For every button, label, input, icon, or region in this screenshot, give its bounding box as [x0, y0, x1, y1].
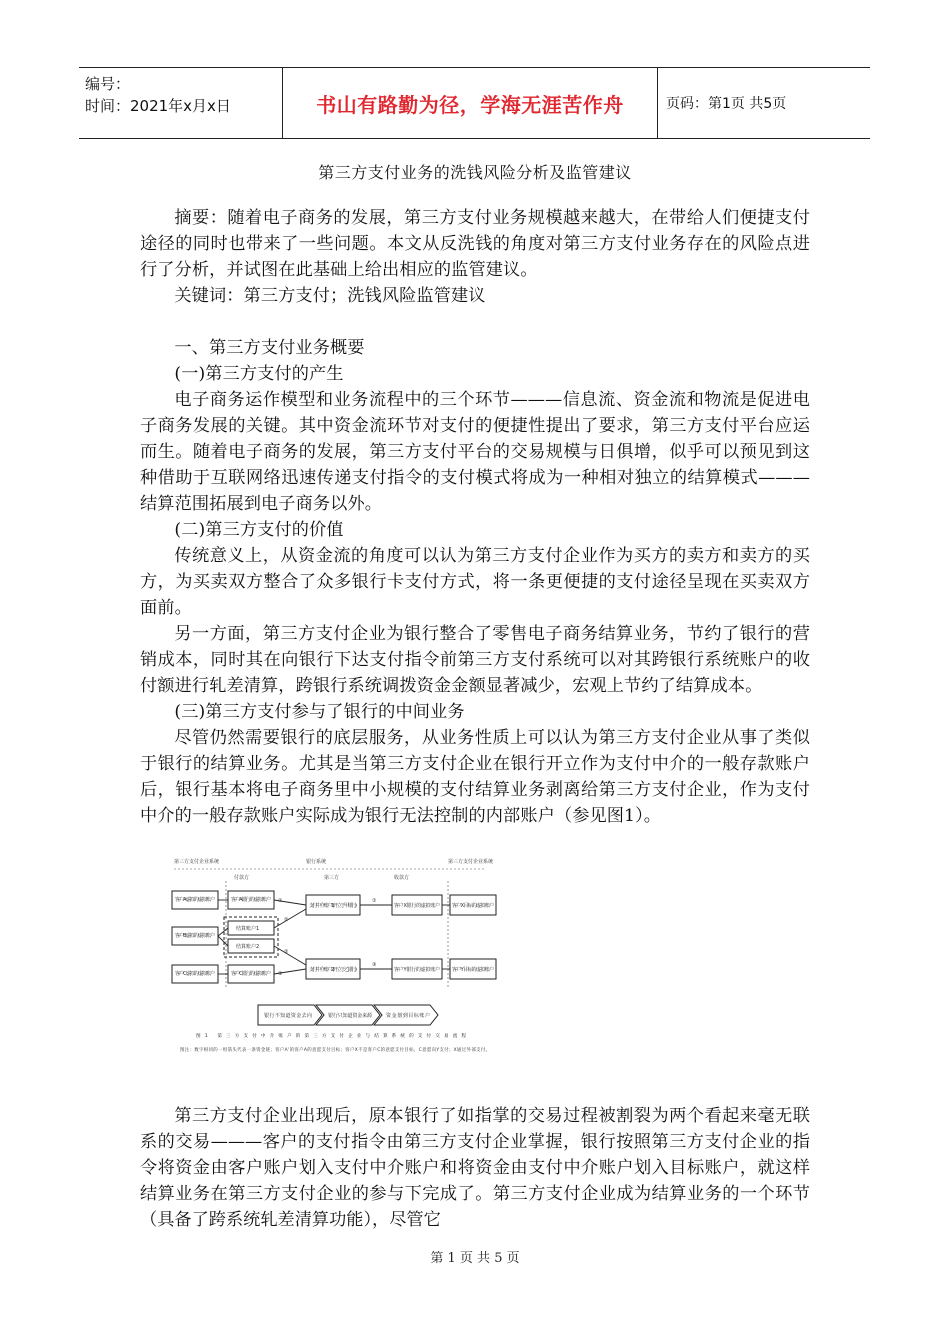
- figure-box-label: 支付中介账户1(开立于甲银行): [309, 903, 357, 909]
- figure-box-label: 支付中介账户2(开立于乙银行): [309, 967, 357, 973]
- figure-box-label: 结算账户2: [236, 944, 260, 950]
- figure-1-diagram: [166, 855, 506, 1075]
- page-title: 第三方支付业务的洗钱风险分析及监管建议: [318, 163, 632, 182]
- svg-text:③: ③: [278, 971, 283, 977]
- document-body: [140, 205, 810, 829]
- figure-label: 付款方: [234, 875, 250, 881]
- document-header: [79, 67, 870, 139]
- figure-box-label: 客户B虚拟的虚拟账户: [175, 933, 215, 939]
- header-page-info: 页码：第1页 共5页: [666, 96, 787, 112]
- figure-box-label: 客户X目标的虚拟账户: [452, 903, 494, 909]
- section-heading: 一、第三方支付业务概要: [174, 338, 365, 358]
- subsection-heading: (一)第三方支付的产生: [174, 364, 344, 384]
- figure-label: 收款方: [394, 875, 410, 881]
- figure-box-label: 客户X银行的虚拟账户: [394, 903, 440, 909]
- paragraph: 电子商务运作模型和业务流程中的三个环节———信息流、资金流和物流是促进电子商务发展的关键。其中资金流环节对支付的便捷性提出了要求，第三方支付平台应运而生。随着电子商务的发展，第三方支付平台的交易规模与日俱增，似乎可以预见到这种借助于互联网络迅速传递支付指令的支付模式将成为一种相对独立的结算模式———结算范围拓展到电子商务以外。: [140, 390, 810, 514]
- figure-label: 第三方支付企业系统: [448, 859, 494, 865]
- figure-box-label: 客户C虚拟的虚拟账户: [175, 971, 215, 977]
- figure-caption: 图1 第三方支付中介账户的第三方支付企业与结算系统的支付交易流程: [196, 1034, 467, 1039]
- svg-text:②: ②: [284, 917, 289, 923]
- paragraph: 第三方支付企业出现后，原本银行了如指掌的交易过程被割裂为两个看起来毫无联系的交易———客户的支付指令由第三方支付企业掌握，银行按照第三方支付企业的指令将资金由客户账户划入支付中介账户和将资金由支付中介账户划入目标账户，就这样结算业务在第三方支付企业的参与下完成了。第三方支付企业成为结算业务的一个环节（具备了跨系统轧差清算功能），尽管它: [140, 1106, 810, 1230]
- svg-text:①: ①: [278, 898, 283, 904]
- figure-box-label: 客户C银行的虚拟账户: [231, 971, 271, 977]
- subsection-heading: (三)第三方支付参与了银行的中间业务: [174, 702, 465, 722]
- page-footer: 第 1 页 共 5 页: [430, 1251, 520, 1266]
- figure-box-label: 客户Y银行的虚拟账户: [394, 967, 440, 973]
- figure-arrow-label: 银行只知道资金来源: [328, 1013, 372, 1019]
- document-body-continued: [140, 1103, 810, 1233]
- subsection-heading: (二)第三方支付的价值: [174, 520, 344, 540]
- svg-text:②: ②: [284, 949, 289, 955]
- keywords: 关键词：第三方支付；洗钱风险监管建议: [174, 286, 486, 306]
- figure-label: 银行系统: [306, 859, 327, 865]
- figure-label: 第三方支付企业系统: [174, 859, 220, 865]
- time-label: 时间：2021年x月x日: [85, 97, 231, 115]
- paragraph: 传统意义上，从资金流的角度可以认为第三方支付企业作为买方的卖方和卖方的买方，为买卖双方整合了众多银行卡支付方式，将一条更便捷的支付途径呈现在买卖双方面前。: [140, 546, 810, 618]
- svg-text:③: ③: [372, 962, 377, 968]
- figure-arrow-label: 资金划到目标账户: [386, 1013, 430, 1019]
- svg-text:①: ①: [372, 898, 377, 904]
- number-label: 编号：: [85, 75, 131, 93]
- figure-box-label: 客户A虚拟的虚拟账户: [175, 897, 215, 903]
- paragraph: 尽管仍然需要银行的底层服务，从业务性质上可以认为第三方支付企业从事了类似于银行的结算业务。尤其是当第三方支付企业在银行开立作为支付中介的一般存款账户后，银行基本将电子商务里中小规模的支付结算业务剥离给第三方支付企业，作为支付中介的一般存款账户实际成为银行无法控制的内部账户（参见图1）。: [140, 728, 810, 826]
- figure-arrow-label: 银行不知道资金去向: [264, 1013, 312, 1019]
- figure-box-label: 结算账户1: [236, 926, 260, 932]
- paragraph: 另一方面，第三方支付企业为银行整合了零售电子商务结算业务，节约了银行的营销成本，同时其在向银行下达支付指令前第三方支付系统可以对其跨银行系统账户的收付额进行轧差清算，跨银行系统调拨资金金额显著减少，宏观上节约了结算成本。: [140, 624, 810, 696]
- figure-box-label: 客户A银行的虚拟账户: [231, 897, 271, 903]
- figure-label: 第三方: [324, 875, 340, 881]
- header-motto: 书山有路勤为径，学海无涯苦作舟: [283, 68, 658, 138]
- header-meta: [79, 68, 283, 138]
- figure-note: 图注：数字相同的一组箭头代表一条资金链；客户A'的客户A的意愿支付目标；客户X不是客户C的意愿支付目标，C意愿向Y支付；X通过外部支付。: [180, 1048, 490, 1053]
- figure-box-label: 客户Y目标的虚拟账户: [452, 967, 494, 973]
- abstract: 摘要：随着电子商务的发展，第三方支付业务规模越来越大，在带给人们便捷支付途径的同时也带来了一些问题。本文从反洗钱的角度对第三方支付业务存在的风险点进行了分析，并试图在此基础上给出相应的监管建议。: [140, 208, 810, 280]
